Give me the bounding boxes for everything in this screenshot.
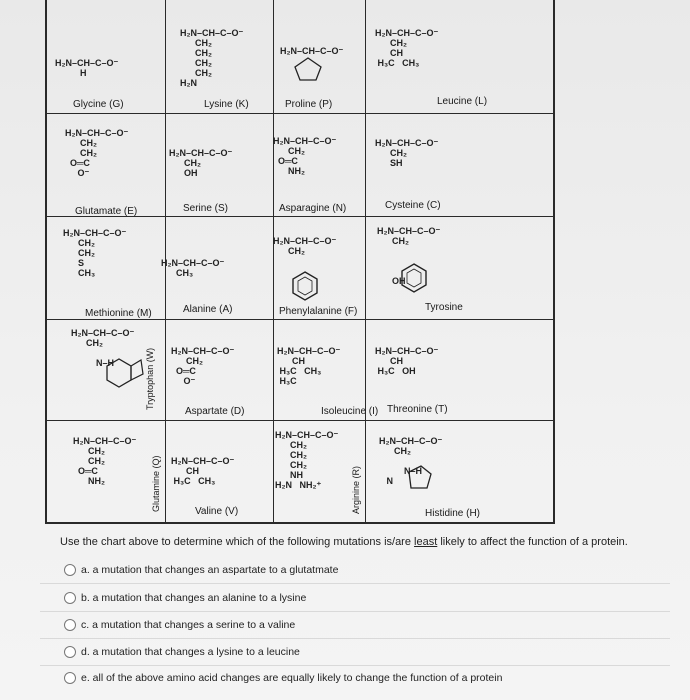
glutamate-structure: H₂N–CH–C–O⁻ CH₂ CH₂ O═C O⁻	[65, 128, 129, 178]
radio-button[interactable]	[64, 564, 76, 576]
phenyl-ring-icon	[290, 270, 320, 302]
option-divider	[40, 611, 670, 612]
option-e[interactable]	[64, 672, 502, 684]
aspartate-label: Aspartate (D)	[185, 406, 245, 417]
option-divider	[40, 638, 670, 639]
chart-divider	[365, 0, 366, 524]
glutamine-label: Glutamine (Q)	[151, 455, 161, 512]
radio-button[interactable]	[64, 619, 76, 631]
leucine-label: Leucine (L)	[437, 96, 488, 107]
tyrosine-label: Tyrosine	[425, 302, 463, 313]
phenylalanine-structure: H₂N–CH–C–O⁻ CH₂	[273, 236, 337, 256]
option-b[interactable]	[64, 592, 306, 604]
proline-ring-icon	[293, 56, 323, 82]
tyrosine-structure: H₂N–CH–C–O⁻ CH₂ OH	[377, 226, 441, 286]
proline-label: Proline (P)	[285, 99, 333, 110]
chart-border-bottom	[45, 522, 555, 524]
threonine-structure: H₂N–CH–C–O⁻ CH H₃C OH	[375, 346, 439, 376]
glutamate-label: Glutamate (E)	[75, 206, 138, 217]
option-d[interactable]	[64, 646, 300, 658]
option-c-label[interactable]: c. a mutation that changes a serine to a valine	[81, 619, 296, 631]
option-a[interactable]	[64, 564, 338, 576]
histidine-structure: H₂N–CH–C–O⁻ CH₂ N–H N	[379, 436, 443, 486]
option-divider	[40, 665, 670, 666]
indole-ring-icon	[93, 352, 145, 400]
chart-divider	[273, 0, 274, 524]
methionine-label: Methionine (M)	[85, 308, 152, 319]
chart-divider	[45, 113, 555, 114]
option-b-label[interactable]: b. a mutation that changes an alanine to a lysine	[81, 592, 307, 604]
valine-structure: H₂N–CH–C–O⁻ CH H₃C CH₃	[171, 456, 235, 486]
lysine-label: Lysine (K)	[204, 99, 249, 110]
option-a-label[interactable]: a. a mutation that changes an aspartate to a glutatmate	[81, 564, 339, 576]
leucine-structure: H₂N–CH–C–O⁻ CH₂ CH H₃C CH₃	[375, 28, 439, 68]
chart-divider	[45, 319, 555, 320]
isoleucine-label: Isoleucine (I)	[321, 406, 379, 417]
serine-label: Serine (S)	[183, 203, 229, 214]
histidine-label: Histidine (H)	[425, 508, 481, 519]
tryptophan-structure: H₂N–CH–C–O⁻ CH₂ N–H	[71, 328, 135, 368]
option-d-label[interactable]: d. a mutation that changes a lysine to a leucine	[81, 646, 300, 658]
lysine-structure: H₂N–CH–C–O⁻ CH₂ CH₂ CH₂ CH₂ H₂N	[180, 28, 244, 88]
alanine-label: Alanine (A)	[183, 304, 233, 315]
threonine-label: Threonine (T)	[387, 404, 448, 415]
question-text	[60, 536, 628, 548]
radio-button[interactable]	[64, 592, 76, 604]
serine-structure: H₂N–CH–C–O⁻ CH₂ OH	[169, 148, 233, 178]
chart-divider	[45, 420, 555, 421]
phenylalanine-label: Phenylalanine (F)	[279, 306, 358, 317]
proline-structure: H₂N–CH–C–O⁻	[280, 46, 344, 56]
glycine-structure: H₂N–CH–C–O⁻ H	[55, 58, 119, 78]
cysteine-structure: H₂N–CH–C–O⁻ CH₂ SH	[375, 138, 439, 168]
cysteine-label: Cysteine (C)	[385, 200, 441, 211]
asparagine-label: Asparagine (N)	[279, 203, 347, 214]
tryptophan-label: Tryptophan (W)	[145, 347, 155, 410]
isoleucine-structure: H₂N–CH–C–O⁻ CH H₃C CH₃ H₃C	[277, 346, 341, 386]
amino-acid-chart	[45, 0, 555, 524]
arginine-label: Arginine (R)	[351, 465, 361, 514]
alanine-structure: H₂N–CH–C–O⁻ CH₃	[161, 258, 225, 278]
question-text-after: likely to affect the function of a protein.	[437, 536, 628, 548]
glutamine-structure: H₂N–CH–C–O⁻ CH₂ CH₂ O═C NH₂	[73, 436, 137, 486]
aspartate-structure: H₂N–CH–C–O⁻ CH₂ O═C O⁻	[171, 346, 235, 386]
glycine-label: Glycine (G)	[73, 99, 124, 110]
valine-label: Valine (V)	[195, 506, 239, 517]
asparagine-structure: H₂N–CH–C–O⁻ CH₂ O═C NH₂	[273, 136, 337, 176]
radio-button[interactable]	[64, 672, 76, 684]
radio-button[interactable]	[64, 646, 76, 658]
imidazole-ring-icon	[401, 462, 441, 496]
chart-border-left	[45, 0, 47, 524]
question-underlined: least	[414, 536, 438, 548]
option-e-label[interactable]: e. all of the above amino acid changes are equally likely to change the function of a protein	[81, 672, 503, 684]
option-divider	[40, 583, 670, 584]
question-text-before: Use the chart above to determine which of the following mutations is/are	[60, 536, 415, 548]
option-c[interactable]	[64, 619, 295, 631]
phenol-ring-icon	[399, 262, 429, 294]
methionine-structure: H₂N–CH–C–O⁻ CH₂ CH₂ S CH₃	[63, 228, 127, 278]
chart-border-right	[553, 0, 555, 524]
arginine-structure: H₂N–CH–C–O⁻ CH₂ CH₂ CH₂ NH H₂N NH₂⁺	[275, 430, 339, 490]
